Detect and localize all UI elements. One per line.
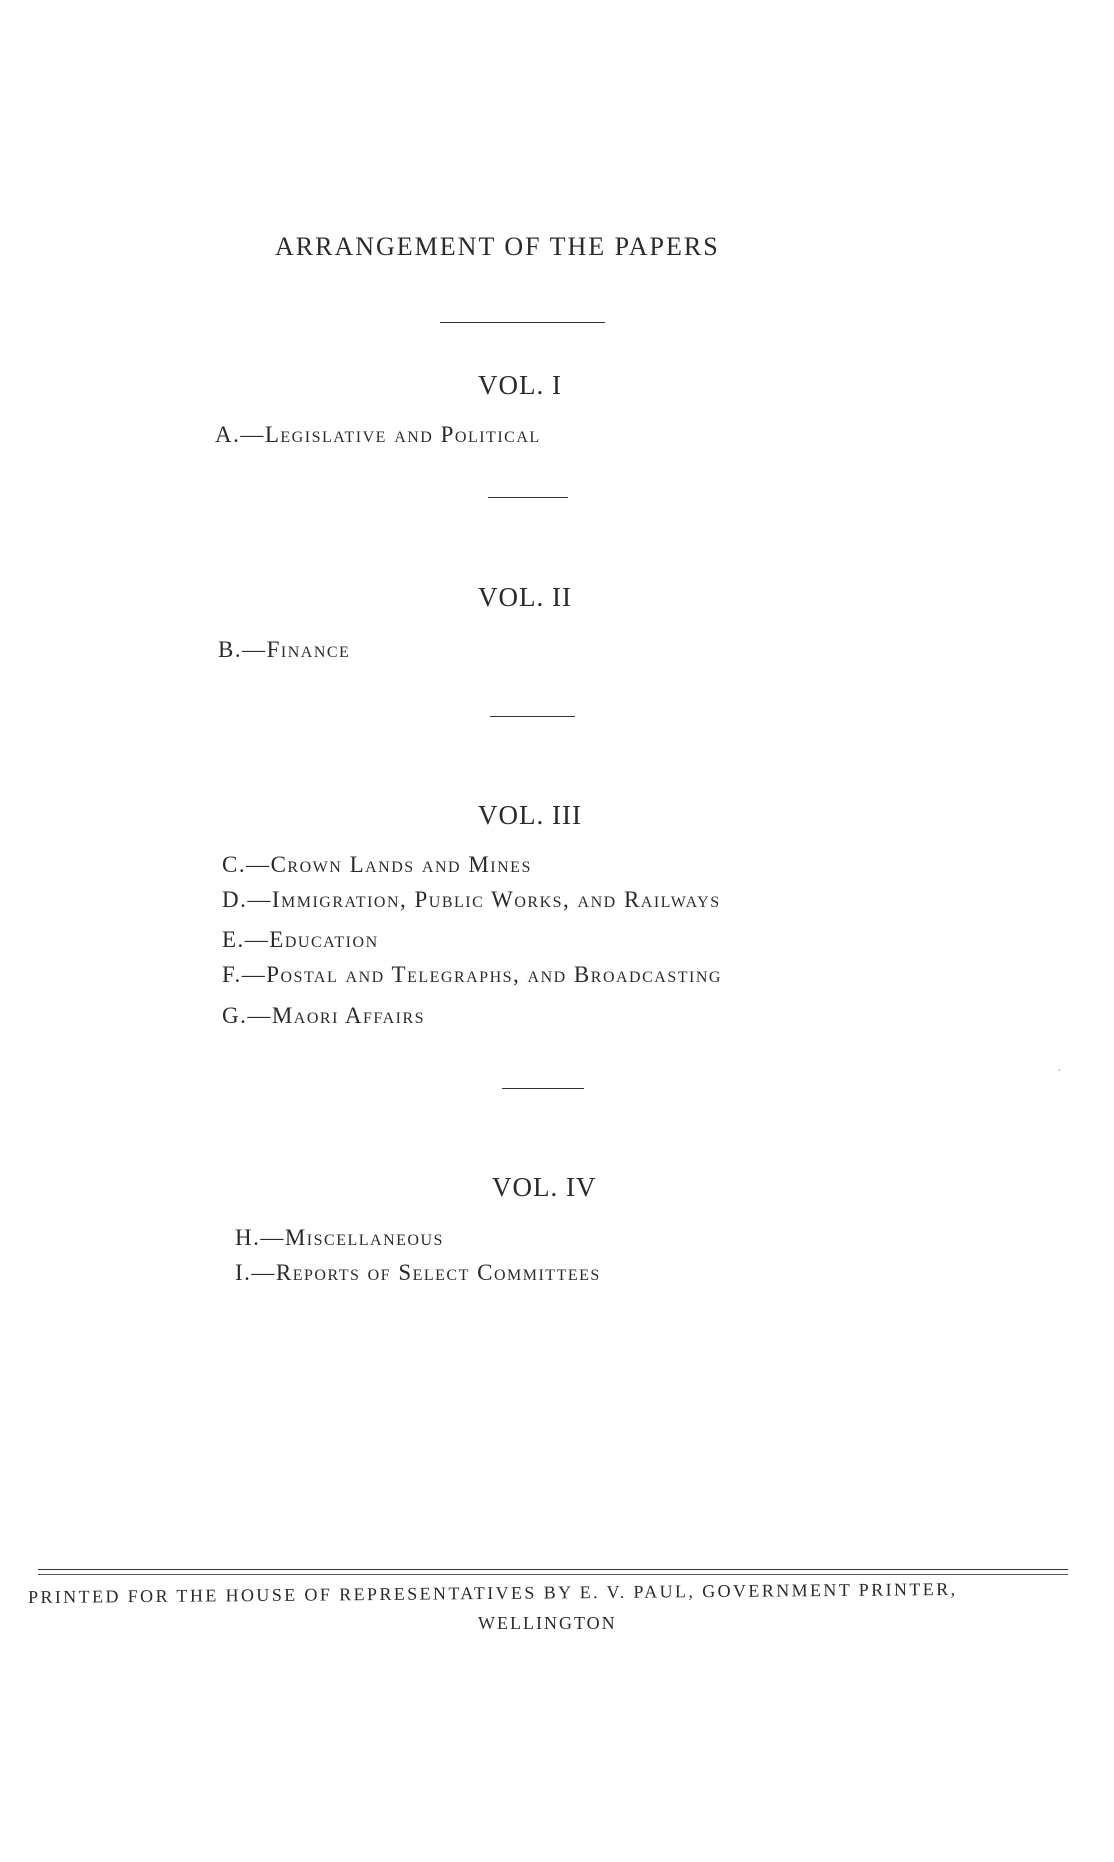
volume-entry-f: F.—Postal and Telegraphs, and Broadcasting	[222, 962, 722, 987]
title-divider	[440, 322, 605, 323]
volume-divider-1	[488, 497, 568, 498]
volume-heading-3: VOL. III	[478, 800, 582, 830]
volume-entry-d: D.—Immigration, Public Works, and Railways	[222, 887, 721, 912]
volume-entry-i: I.—Reports of Select Committees	[235, 1260, 601, 1285]
volume-entry-h: H.—Miscellaneous	[235, 1225, 444, 1250]
imprint-rule-thin	[38, 1574, 1068, 1575]
volume-entry-b: B.—Finance	[218, 637, 351, 662]
volume-entry-e: E.—Education	[222, 927, 379, 952]
volume-divider-3	[502, 1088, 584, 1089]
printer-city: WELLINGTON	[478, 1613, 617, 1633]
volume-entry-a: A.—Legislative and Political	[215, 422, 541, 447]
volume-entry-c: C.—Crown Lands and Mines	[222, 852, 532, 877]
volume-heading-4: VOL. IV	[492, 1172, 597, 1202]
volume-heading-1: VOL. I	[478, 370, 562, 400]
imprint-rule	[38, 1569, 1068, 1570]
volume-divider-2	[490, 716, 575, 717]
volume-heading-2: VOL. II	[478, 582, 572, 612]
page-title: ARRANGEMENT OF THE PAPERS	[275, 232, 720, 261]
volume-entry-g: G.—Maori Affairs	[222, 1003, 426, 1028]
printer-imprint: PRINTED FOR THE HOUSE OF REPRESENTATIVES BY E. V. PAUL, GOVERNMENT PRINTER,	[27, 1578, 958, 1608]
